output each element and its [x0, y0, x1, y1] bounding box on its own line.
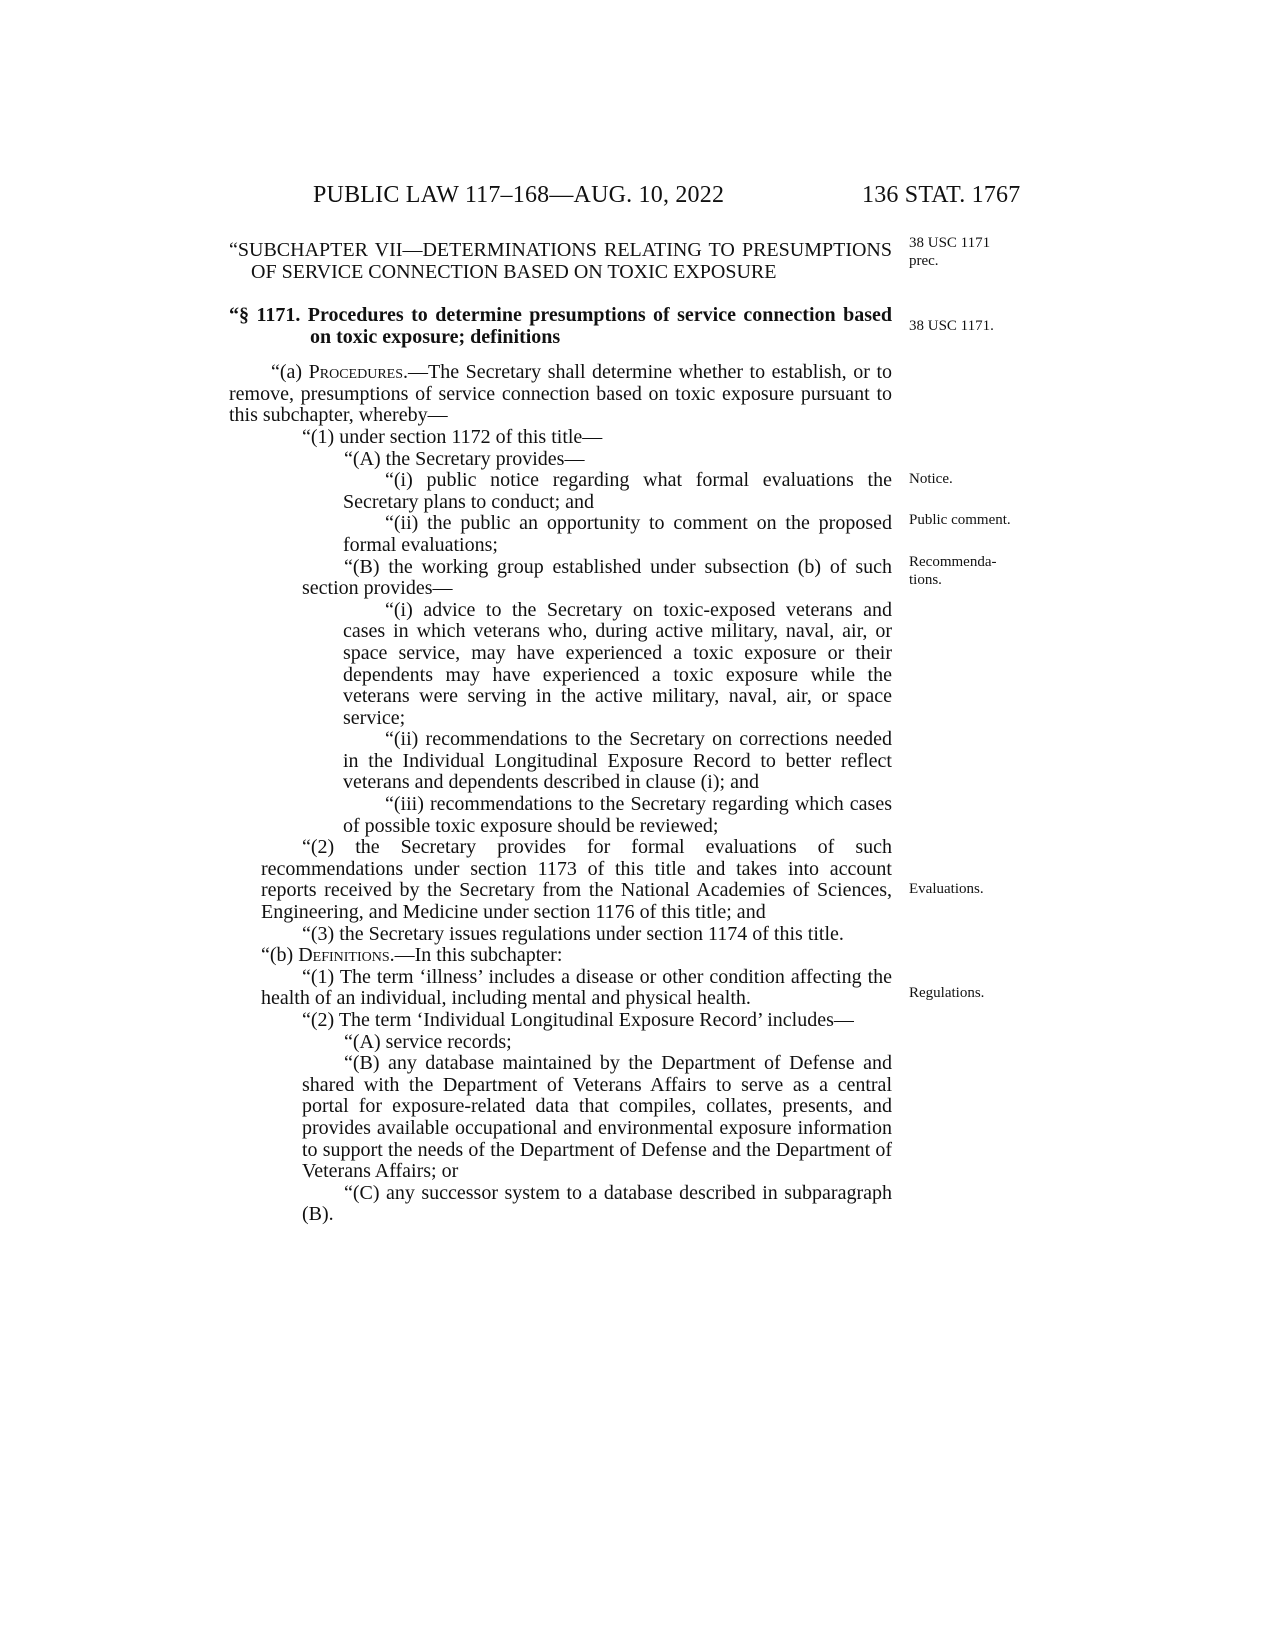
section-heading: “§ 1171. Procedures to determine presumptions of service connection based on toxic exposure; definitions — [229, 304, 892, 349]
margin-note-notice: Notice. — [909, 471, 953, 487]
paragraph-b2: “(2) The term ‘Individual Longitudinal Exposure Record’ includes— — [302, 1009, 854, 1031]
subparagraph-b2A: “(A) service records; — [344, 1030, 512, 1053]
subparagraph-a1B: “(B) the working group established under subsection (b) of such section provides— — [302, 555, 892, 600]
subchapter-heading: “SUBCHAPTER VII—DETERMINATIONS RELATING TO PRESUMPTIONS OF SERVICE CONNECTION BASED ON TOXIC EXPOSURE — [229, 239, 892, 283]
clause-a1Aii: “(ii) the public an opportunity to comment on the proposed formal evaluations; — [343, 512, 892, 556]
paragraph-b1: “(1) The term ‘illness’ includes a disease or other condition affecting the health of an individual, including mental and physical health. — [261, 965, 892, 1010]
clause-a1Biii: “(iii) recommendations to the Secretary regarding which cases of possible toxic exposure should be reviewed; — [343, 793, 892, 837]
margin-note-recommendations: Recommenda- tions. — [909, 554, 997, 588]
subsection-a-heading: Procedures — [308, 361, 403, 384]
margin-note-subchapter-cite: 38 USC 1171 prec. — [909, 235, 991, 269]
running-header-title: PUBLIC LAW 117–168—AUG. 10, 2022 — [313, 182, 725, 208]
paragraph-a1: “(1) under section 1172 of this title— — [302, 425, 603, 448]
clause-a1Bii: “(ii) recommendations to the Secretary on corrections needed in the Individual Longitudinal Exposure Record to better reflect veterans and dependents described in clause (i); and — [343, 728, 892, 794]
paragraph-a2: “(2) the Secretary provides for formal evaluations of such recommendations under section 1173 of this title and takes into account reports received by the Secretary from the National Academies of Sciences, Engineering, and Medicine under section 1176 of this title; and — [261, 836, 892, 924]
margin-note-public-comment: Public comment. — [909, 512, 1011, 528]
clause-a1Ai: “(i) public notice regarding what formal evaluations the Secretary plans to conduct; and — [343, 469, 892, 513]
statute-text — [229, 240, 892, 1226]
subsection-b: “(b) Definitions.—In this subchapter: — [261, 944, 563, 967]
margin-note-evaluations: Evaluations. — [909, 881, 984, 897]
subsection-a: “(a) Procedures.—The Secretary shall determine whether to establish, or to remove, presumptions of service connection based on toxic exposure pursuant to this subchapter, whereby— — [229, 361, 892, 427]
margin-note-section-cite: 38 USC 1171. — [909, 318, 994, 334]
subparagraph-b2C: “(C) any successor system to a database described in subparagraph (B). — [302, 1181, 892, 1226]
subparagraph-b2B: “(B) any database maintained by the Department of Defense and shared with the Department of Veterans Affairs to serve as a central portal for exposure-related data that compiles, collates, presents, and provides available occupational and environmental exposure information to support the needs of the Department of Defense and the Department of Veterans Affairs; or — [302, 1052, 892, 1183]
paragraph-a3: “(3) the Secretary issues regulations under section 1174 of this title. — [302, 922, 844, 945]
running-header-page: 136 STAT. 1767 — [862, 182, 1021, 208]
subparagraph-a1A: “(A) the Secretary provides— — [344, 447, 585, 470]
clause-a1Bi: “(i) advice to the Secretary on toxic-exposed veterans and cases in which veterans who, during active military, naval, air, or space service, may have experienced a toxic exposure or their dependents may have experienced a toxic exposure while the veterans were serving in the active military, naval, air, or space service; — [343, 598, 892, 729]
margin-note-regulations: Regulations. — [909, 985, 985, 1001]
subsection-b-heading: Definitions — [298, 944, 390, 967]
